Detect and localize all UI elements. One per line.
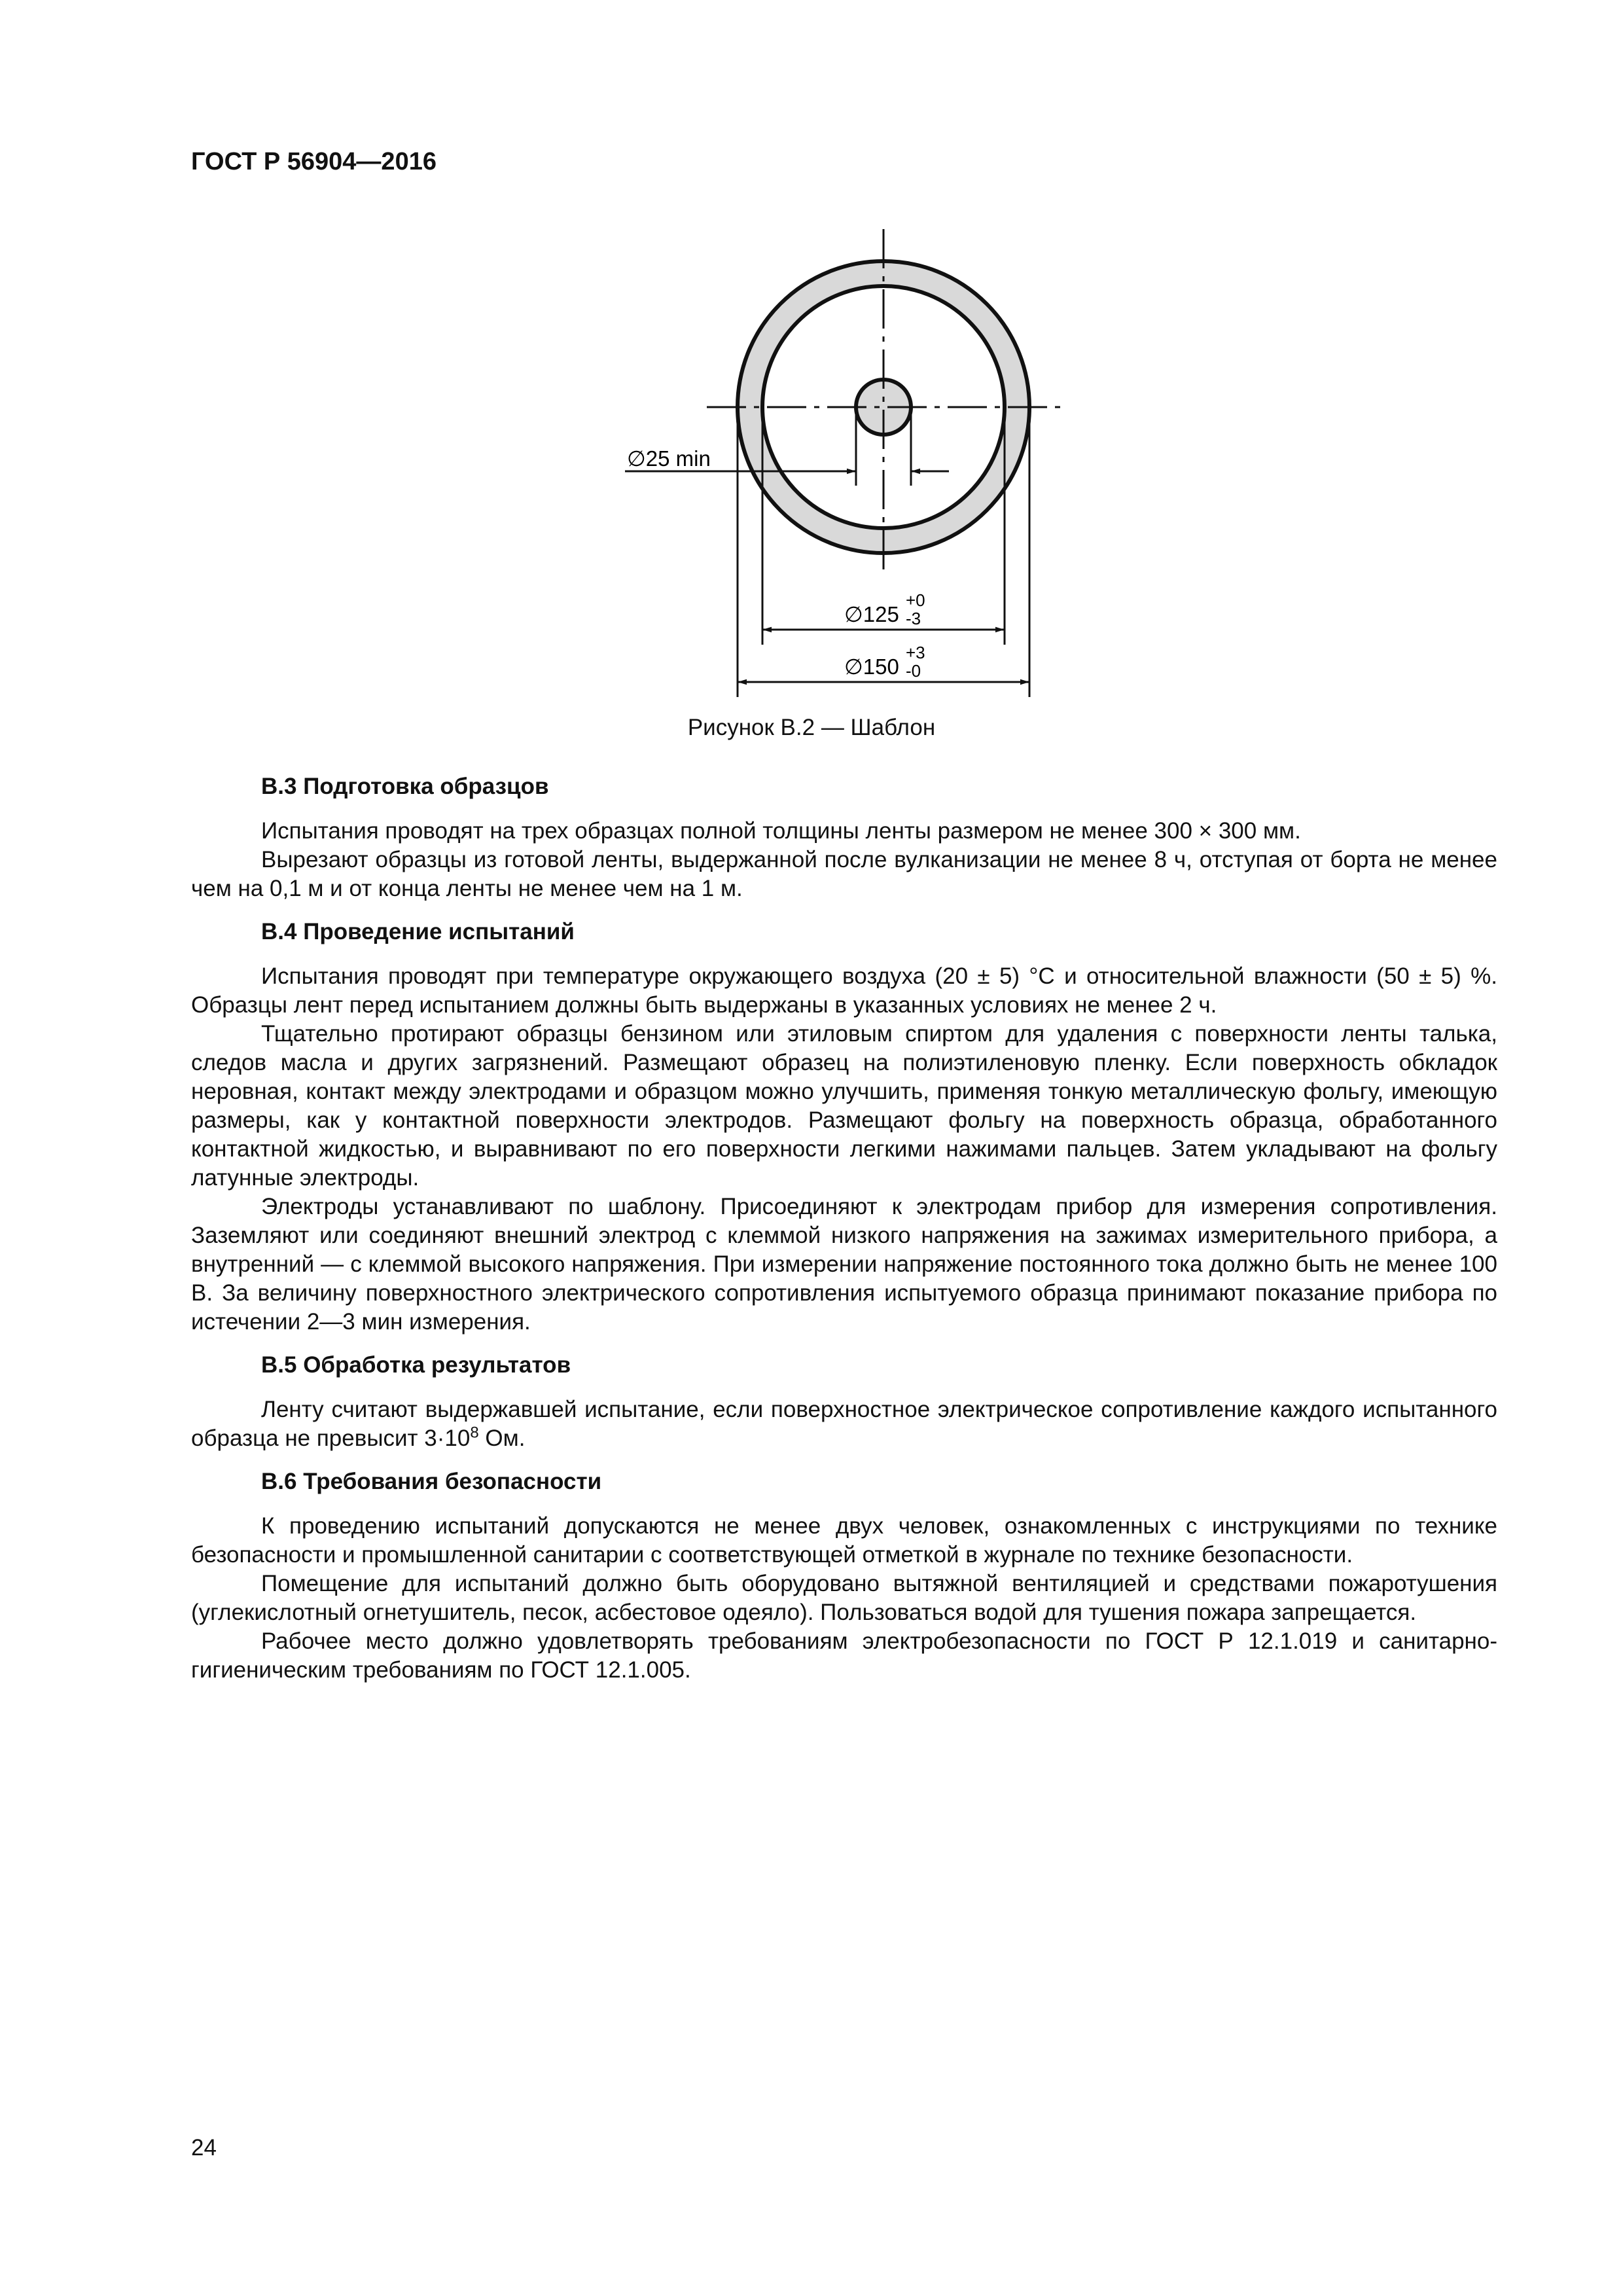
page-number: 24 — [191, 2135, 217, 2161]
section-b5-text-before: Ленту считают выдержавшей испытание, если поверхностное электрическое сопротивление каждого испытанного образца не превысит 3·10 — [191, 1397, 1497, 1451]
section-b4-heading: В.4 Проведение испытаний — [261, 919, 575, 944]
d125-tol-upper: +0 — [906, 590, 925, 610]
d150-label: ∅150 — [844, 655, 899, 679]
section-b6-paragraph-3: Рабочее место должно удовлетворять требованиям электробезопасности по ГОСТ Р 12.1.019 и санитарно-гигиеническим требованиям по ГОСТ 12.1.005. — [191, 1628, 1497, 1683]
section-b3-paragraph-2: Вырезают образцы из готовой ленты, выдержанной после вулканизации не менее 8 ч, отступая от борта не менее чем на 0,1 м и от конца ленты не менее чем на 1 м. — [191, 847, 1497, 901]
document-header: ГОСТ Р 56904—2016 — [191, 148, 437, 175]
section-b6-heading: В.6 Требования безопасности — [261, 1469, 602, 1494]
section-b5-exponent: 8 — [470, 1424, 479, 1442]
section-b4-paragraph-1: Испытания проводят при температуре окружающего воздуха (20 ± 5) °С и относительной влажности (50 ± 5) %. Образцы лент перед испытанием должны быть выдержаны в указанных условиях не менее 2 ч. — [191, 963, 1497, 1018]
section-b3-heading: В.3 Подготовка образцов — [261, 774, 549, 799]
d25-label: ∅25 min — [627, 446, 711, 471]
template-drawing — [0, 0, 1623, 785]
document-body — [191, 772, 1497, 1685]
section-b6-paragraph-1: К проведению испытаний допускаются не менее двух человек, ознакомленных с инструкциями по технике безопасности и промышленной санитарии с соответствующей отметкой в журнале по технике безопасности. — [191, 1513, 1497, 1568]
section-b4-paragraph-2: Тщательно протирают образцы бензином или этиловым спиртом для удаления с поверхности ленты талька, следов масла и других загрязнений. Размещают образец на полиэтиленовую пленку. Если поверхность обкладок неровная, контакт между электродами и образцом можно улучшить, применяя тонкую металлическую фольгу, имеющую размеры, как у контактной поверхности электродов. Размещают фольгу на поверхность образца, обработанного контактной жидкостью, и выравнивают по его поверхности легкими нажимами пальцев. Затем укладывают на фольгу латунные электроды. — [191, 1021, 1497, 1191]
d150-tol-lower: -0 — [906, 661, 921, 681]
section-b5-text-after: Ом. — [478, 1426, 526, 1451]
section-b4-paragraph-3: Электроды устанавливают по шаблону. Присоединяют к электродам прибор для измерения сопротивления. Заземляют или соединяют внешний электрод с клеммой низкого напряжения на зажимах измерительного прибора, а внутренний — с клеммой высокого напряжения. При измерении напряжение постоянного тока должно быть не менее 100 В. За величину поверхностного электрического сопротивления испытуемого образца принимают показание прибора по истечении 2—3 мин измерения. — [191, 1194, 1497, 1335]
section-b5-paragraph-1 — [191, 1395, 1497, 1453]
d125-label: ∅125 — [844, 602, 899, 626]
d125-tol-lower: -3 — [906, 609, 921, 628]
section-b5-heading: В.5 Обработка результатов — [261, 1352, 571, 1378]
d150-tol-upper: +3 — [906, 643, 925, 662]
figure-caption: Рисунок В.2 — Шаблон — [687, 715, 936, 740]
section-b6-paragraph-2: Помещение для испытаний должно быть оборудовано вытяжной вентиляцией и средствами пожаротушения (углекислотный огнетушитель, песок, асбестовое одеяло). Пользоваться водой для тушения пожара запрещается. — [191, 1571, 1497, 1625]
section-b3-paragraph-1: Испытания проводят на трех образцах полной толщины ленты размером не менее 300 × 300 мм. — [261, 818, 1301, 844]
